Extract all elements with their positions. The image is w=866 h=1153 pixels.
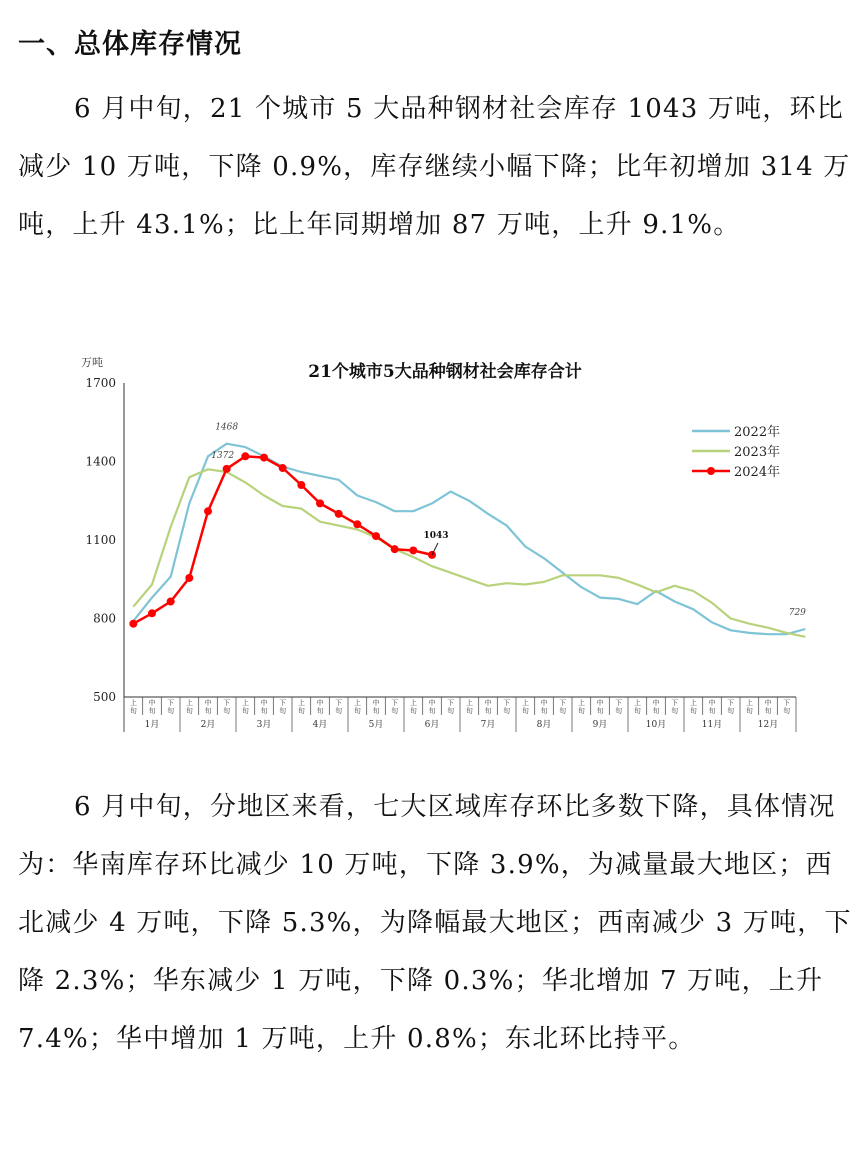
x-month-label: 4月 [312, 720, 328, 730]
x-sub-tick-label: 旬 [764, 707, 772, 715]
x-sub-tick-label: 中 [260, 699, 268, 707]
x-sub-tick-label: 上 [577, 699, 585, 707]
x-sub-tick-label: 旬 [204, 707, 212, 715]
data-point-2024年 [260, 454, 268, 462]
x-sub-tick-label: 旬 [447, 707, 455, 715]
series-line-2023年 [133, 469, 805, 637]
x-sub-tick-label: 上 [633, 699, 641, 707]
annotation-label: 1372 [211, 450, 235, 461]
x-sub-tick-label: 下 [503, 699, 511, 707]
x-month-label: 10月 [645, 720, 667, 730]
data-point-2024年 [316, 499, 324, 507]
x-month-label: 3月 [256, 720, 272, 730]
annotation-label: 1468 [215, 422, 239, 433]
x-sub-tick-label: 旬 [671, 707, 679, 715]
x-sub-tick-label: 中 [484, 699, 492, 707]
x-sub-tick-label: 下 [727, 699, 735, 707]
x-sub-tick-label: 旬 [148, 707, 156, 715]
data-point-2024年 [185, 574, 193, 582]
data-point-2024年 [241, 452, 249, 460]
x-sub-tick-label: 旬 [260, 707, 268, 715]
x-sub-tick-label: 中 [540, 699, 548, 707]
x-sub-tick-label: 下 [335, 699, 343, 707]
annotation-label: 1043 [423, 530, 449, 541]
data-point-2024年 [204, 507, 212, 515]
y-tick-label: 500 [93, 690, 116, 704]
data-point-2024年 [148, 609, 156, 617]
x-sub-tick-label: 下 [391, 699, 399, 707]
x-sub-tick-label: 旬 [783, 707, 791, 715]
x-sub-tick-label: 下 [167, 699, 175, 707]
x-sub-tick-label: 旬 [596, 707, 604, 715]
x-sub-tick-label: 旬 [223, 707, 231, 715]
x-sub-tick-label: 旬 [316, 707, 324, 715]
x-sub-tick-label: 旬 [241, 707, 249, 715]
x-sub-tick-label: 旬 [409, 707, 417, 715]
series-line-2022年 [133, 444, 805, 635]
x-month-label: 1月 [144, 720, 160, 730]
x-sub-tick-label: 上 [745, 699, 753, 707]
chart-title: 21个城市5大品种钢材社会库存合计 [308, 362, 582, 382]
x-sub-tick-label: 上 [297, 699, 305, 707]
series-line-2024年 [133, 456, 432, 623]
x-month-label: 8月 [536, 720, 552, 730]
x-sub-tick-label: 旬 [745, 707, 753, 715]
x-sub-tick-label: 旬 [708, 707, 716, 715]
y-tick-label: 1700 [85, 376, 116, 390]
x-sub-tick-label: 旬 [689, 707, 697, 715]
x-sub-tick-label: 旬 [185, 707, 193, 715]
x-sub-tick-label: 旬 [503, 707, 511, 715]
x-sub-tick-label: 旬 [391, 707, 399, 715]
x-sub-tick-label: 上 [353, 699, 361, 707]
x-month-label: 9月 [592, 720, 608, 730]
x-sub-tick-label: 旬 [727, 707, 735, 715]
inventory-line-chart [0, 340, 866, 740]
x-sub-tick-label: 中 [708, 699, 716, 707]
y-tick-label: 1400 [85, 454, 116, 469]
x-sub-tick-label: 中 [596, 699, 604, 707]
x-sub-tick-label: 中 [316, 699, 324, 707]
x-sub-tick-label: 旬 [484, 707, 492, 715]
x-sub-tick-label: 上 [129, 699, 137, 707]
y-tick-label: 800 [93, 611, 116, 626]
data-point-2024年 [297, 481, 305, 489]
y-tick-label: 1100 [85, 533, 116, 547]
x-sub-tick-label: 下 [447, 699, 455, 707]
paragraph-regional: 6 月中旬，分地区来看，七大区域库存环比多数下降，具体情况为：华南库存环比减少 10 万吨，下降 3.9%，为减量最大地区；西北减少 4 万吨，下降 5.3%，为降幅最大地区；西南减少 3 万吨，下降 2.3%；华东减少 1 万吨，下降 0.3%；华北增加 7 万吨，上升 7.4%；华中增加 1 万吨，上升 0.8%；东北环比持平。 [18, 792, 852, 1054]
x-month-label: 6月 [424, 720, 440, 730]
x-sub-tick-label: 旬 [465, 707, 473, 715]
legend [692, 424, 780, 480]
x-sub-tick-label: 下 [279, 699, 287, 707]
y-axis-unit-label: 万吨 [81, 356, 103, 369]
data-point-2024年 [409, 546, 417, 554]
data-point-2024年 [167, 597, 175, 605]
data-point-2024年 [129, 620, 137, 628]
x-sub-tick-label: 中 [372, 699, 380, 707]
x-sub-tick-label: 旬 [633, 707, 641, 715]
x-sub-tick-label: 旬 [521, 707, 529, 715]
x-sub-tick-label: 上 [241, 699, 249, 707]
x-sub-tick-label: 上 [465, 699, 473, 707]
x-sub-tick-label: 上 [409, 699, 417, 707]
x-sub-tick-label: 旬 [167, 707, 175, 715]
x-sub-tick-label: 旬 [652, 707, 660, 715]
x-month-label: 2月 [200, 720, 216, 730]
data-point-2024年 [391, 545, 399, 553]
x-sub-tick-label: 上 [689, 699, 697, 707]
x-sub-tick-label: 下 [783, 699, 791, 707]
x-sub-tick-label: 下 [559, 699, 567, 707]
x-sub-tick-label: 旬 [615, 707, 623, 715]
x-sub-tick-label: 中 [428, 699, 436, 707]
x-sub-tick-label: 旬 [297, 707, 305, 715]
legend-label-2023: 2023年 [734, 445, 781, 460]
section-heading: 一、总体库存情况 [18, 29, 242, 60]
annotation-label: 729 [788, 607, 806, 618]
x-sub-tick-label: 旬 [559, 707, 567, 715]
x-sub-tick-label: 旬 [129, 707, 137, 715]
data-point-2024年 [353, 520, 361, 528]
x-month-label: 7月 [480, 720, 496, 730]
x-sub-tick-label: 中 [764, 699, 772, 707]
plot-area [85, 376, 806, 732]
data-point-2024年 [223, 465, 231, 473]
data-point-2024年 [279, 464, 287, 472]
legend-label-2022: 2022年 [734, 425, 781, 440]
x-sub-tick-label: 下 [671, 699, 679, 707]
x-sub-tick-label: 旬 [353, 707, 361, 715]
x-sub-tick-label: 旬 [279, 707, 287, 715]
x-month-label: 5月 [368, 720, 384, 730]
x-sub-tick-label: 旬 [428, 707, 436, 715]
x-sub-tick-label: 中 [148, 699, 156, 707]
x-sub-tick-label: 旬 [577, 707, 585, 715]
legend-label-2024: 2024年 [734, 465, 781, 480]
legend-marker-2024 [707, 467, 715, 475]
x-month-label: 11月 [701, 720, 723, 730]
x-sub-tick-label: 中 [652, 699, 660, 707]
x-sub-tick-label: 中 [204, 699, 212, 707]
x-sub-tick-label: 上 [185, 699, 193, 707]
x-month-label: 12月 [757, 720, 779, 730]
x-sub-tick-label: 旬 [372, 707, 380, 715]
x-sub-tick-label: 下 [223, 699, 231, 707]
x-sub-tick-label: 旬 [540, 707, 548, 715]
data-point-2024年 [372, 532, 380, 540]
paragraph-summary: 6 月中旬，21 个城市 5 大品种钢材社会库存 1043 万吨，环比减少 10 万吨，下降 0.9%，库存继续小幅下降；比年初增加 314 万吨，上升 43.1%；比上年同期增加 87 万吨，上升 9.1%。 [18, 94, 851, 240]
x-sub-tick-label: 下 [615, 699, 623, 707]
data-point-2024年 [335, 510, 343, 518]
x-sub-tick-label: 旬 [335, 707, 343, 715]
x-sub-tick-label: 上 [521, 699, 529, 707]
